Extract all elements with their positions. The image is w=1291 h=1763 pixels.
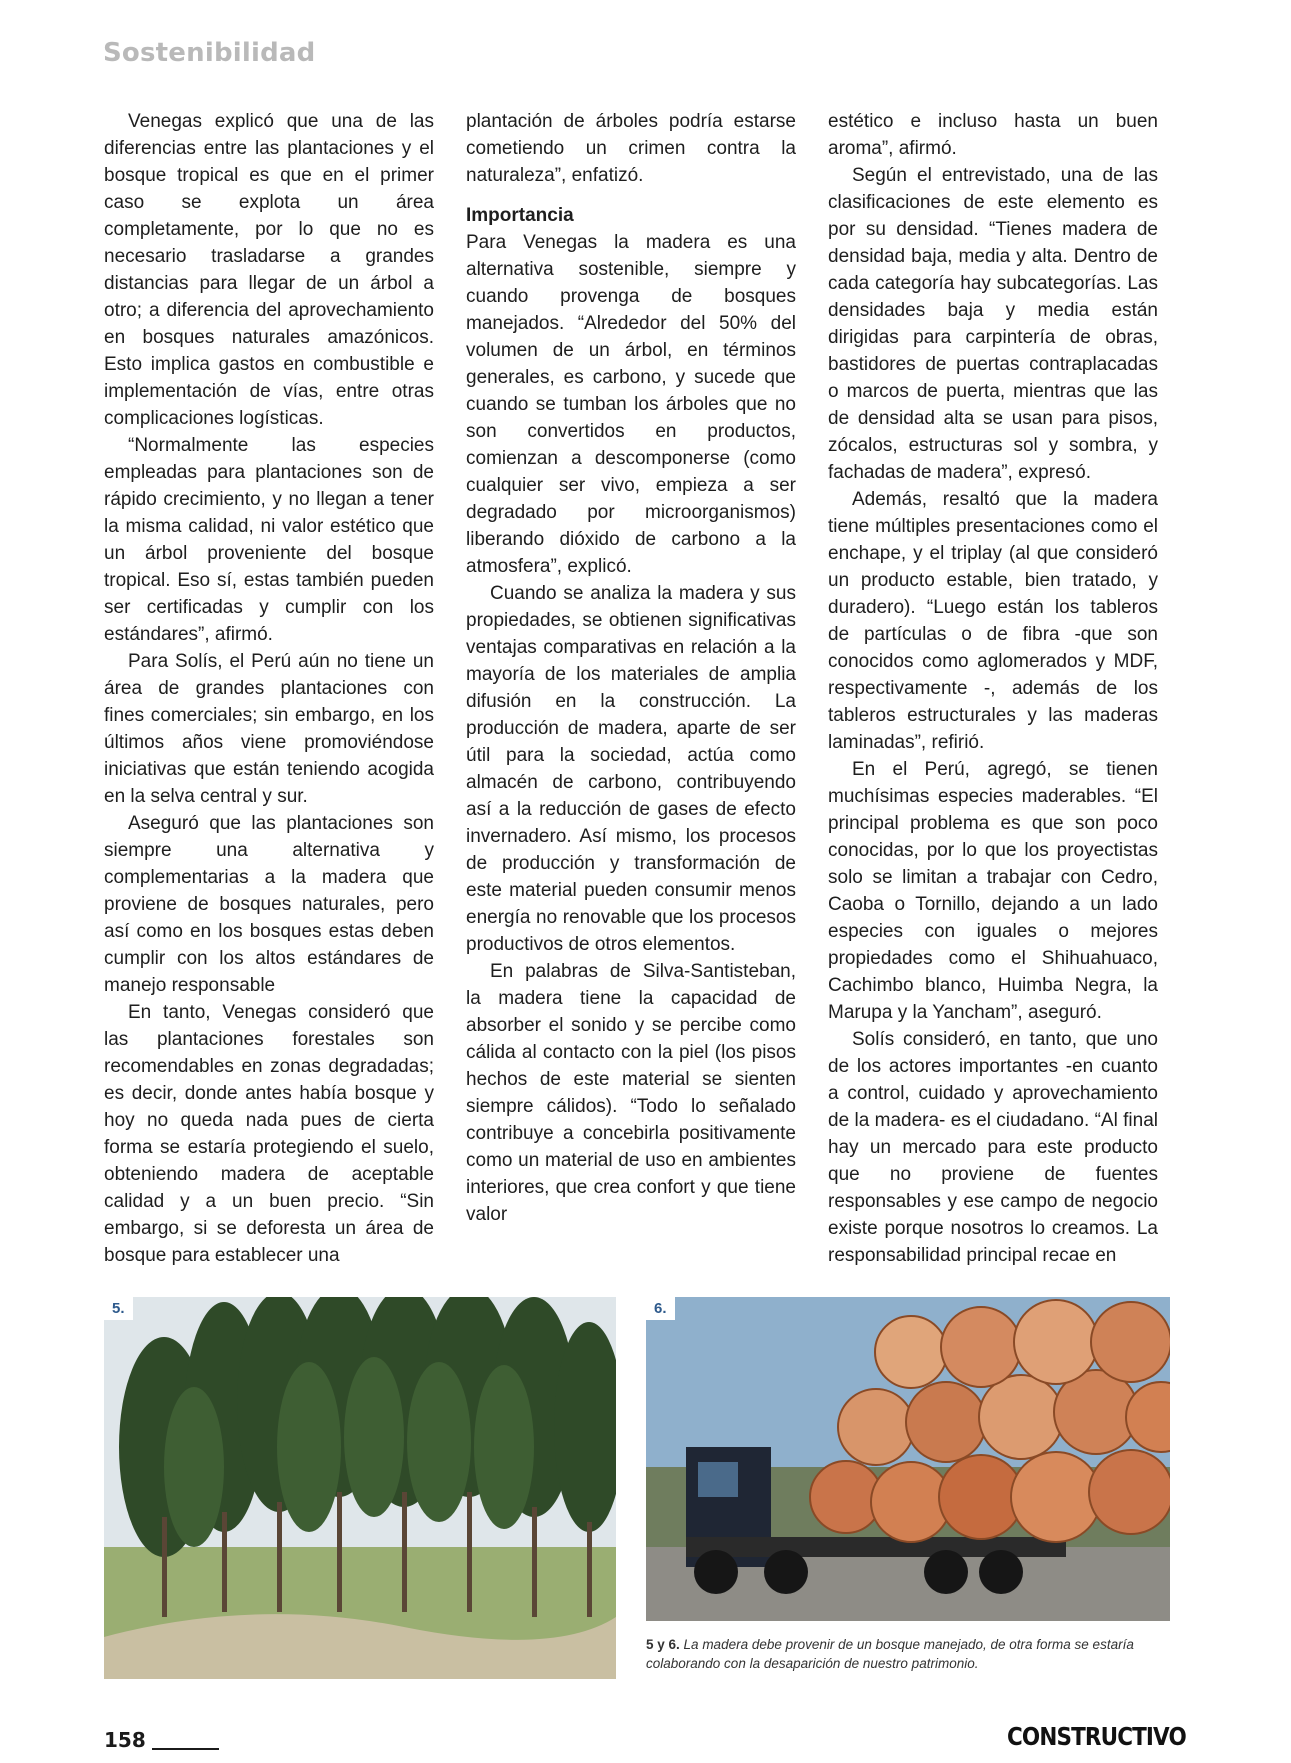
paragraph: Aseguró que las plantaciones son siempre una alternativa y complementarias a la madera que proviene de bosques naturales, pero así como en los bosques estas deben cumplir con los altos estándares de manejo responsable [104,813,434,996]
page-number: 158 [104,1728,146,1752]
photo-label: 6. [646,1297,675,1320]
caption-lead: 5 y 6. [646,1637,680,1652]
caption-text: La madera debe provenir de un bosque manejado, de otra forma se estaría colaborando con la desaparición de nuestro patrimonio. [646,1637,1134,1671]
page-number-rule [152,1748,219,1750]
log-truck-photo [646,1297,1170,1621]
section-title: Sostenibilidad [103,38,316,68]
paragraph: Para Solís, el Perú aún no tiene un área de grandes plantaciones con fines comerciales; sin embargo, en los últimos años viene promoviéndose iniciativas que están teniendo acogida en la selva central y sur. [104,651,434,807]
paragraph: Según el entrevistado, una de las clasificaciones de este elemento es por su densidad. “Tienes madera de densidad baja, media y alta. Dentro de cada categoría hay subcategorías. Las densidades baja y media están dirigidas para carpintería de obras, bastidores de puertas contraplacadas o marcos de puerta, mientras que las de densidad alta se usan para pisos, zócalos, estructuras sol y sombra, y fachadas de madera”, expresó. [828,165,1158,483]
paragraph: Venegas explicó que una de las diferencias entre las plantaciones y el bosque tropical es que en el primer caso se explota un área completamente, por lo que no es necesario trasladarse a grandes distancias para llegar de un árbol a otro; a diferencia del aprovechamiento en bosques naturales amazónicos. Esto implica gastos en combustible e implementación de vías, entre otras complicaciones logísticas. [104,111,434,429]
log-truck-illustration [646,1297,1170,1621]
paragraph: En tanto, Venegas consideró que las plantaciones forestales son recomendables en zonas degradadas; es decir, donde antes había bosque y hoy no queda nada pues de cierta forma se estaría protegiendo el suelo, obteniendo madera de aceptable calidad y a un buen precio. “Sin embargo, si se deforesta un área de bosque para establecer una [104,1002,434,1266]
paragraph: Además, resaltó que la madera tiene múltiples presentaciones como el enchape, y el triplay (al que consideró un producto estable, bien tratado, y duradero). “Luego están los tableros de partículas o de fibra -que son conocidos como aglomerados y MDF, respectivamente -, además de los tableros estructurales y las maderas laminadas”, refirió. [828,489,1158,753]
text-column-1 [104,108,434,1269]
photo-caption [646,1635,1166,1673]
forest-illustration [104,1297,616,1679]
text-column-3 [828,108,1158,1269]
subheading: Importancia [466,205,574,226]
paragraph: En el Perú, agregó, se tienen muchísimas especies maderables. “El principal problema es que son poco conocidas, por lo que los proyectistas solo se limitan a trabajar con Cedro, Caoba o Tornillo, dejando a un lado especies con iguales o mejores propiedades como el Shihuahuaco, Cachimbo blanco, Huimba Negra, la Marupa y la Yancham”, aseguró. [828,759,1158,1023]
paragraph: En palabras de Silva-Santisteban, la madera tiene la capacidad de absorber el sonido y se percibe como cálida al contacto con la piel (los pisos hechos de este material se sienten siempre cálidos). “Todo lo señalado contribuye a concebirla positivamente como un material de uso en ambientes interiores, que crea confort y que tiene valor [466,961,796,1225]
forest-plantation-photo [104,1297,616,1679]
photo-label: 5. [104,1297,133,1320]
text-column-2 [466,108,796,1228]
paragraph: Solís consideró, en tanto, que uno de los actores importantes -en cuanto a control, cuidado y aprovechamiento de la madera- es el ciudadano. “Al final hay un mercado para este producto que no proviene de fuentes responsables y ese campo de negocio existe porque nosotros lo creamos. La responsabilidad principal recae en [828,1029,1158,1266]
paragraph: Cuando se analiza la madera y sus propiedades, se obtienen significativas ventajas comparativas en relación a la mayoría de los materiales de amplia difusión en la construcción. La producción de madera, aparte de ser útil para la sociedad, actúa como almacén de carbono, contribuyendo así a la reducción de gases de efecto invernadero. Así mismo, los procesos de producción y transformación de este material pueden consumir menos energía no renovable que los procesos productivos de otros elementos. [466,583,796,955]
paragraph: Para Venegas la madera es una alternativa sostenible, siempre y cuando provenga de bosques manejados. “Alrededor del 50% del volumen de un árbol, en términos generales, es carbono, y sucede que cuando se tumban los árboles que no son convertidos en productos, comienzan a descomponerse (como cualquier ser vivo, empieza a ser degradado por microorganismos) liberando dióxido de carbono a la atmosfera”, explicó. [466,232,796,577]
magazine-brand-logo: CONSTRUCTIVO [1007,1722,1186,1751]
paragraph: plantación de árboles podría estarse cometiendo un crimen contra la naturaleza”, enfatizó. [466,111,796,186]
paragraph: estético e incluso hasta un buen aroma”, afirmó. [828,111,1158,159]
paragraph: “Normalmente las especies empleadas para plantaciones son de rápido crecimiento, y no llegan a tener la misma calidad, ni valor estético que un árbol proveniente del bosque tropical. Eso sí, estas también pueden ser certificadas y cumplir con los estándares”, afirmó. [104,435,434,645]
